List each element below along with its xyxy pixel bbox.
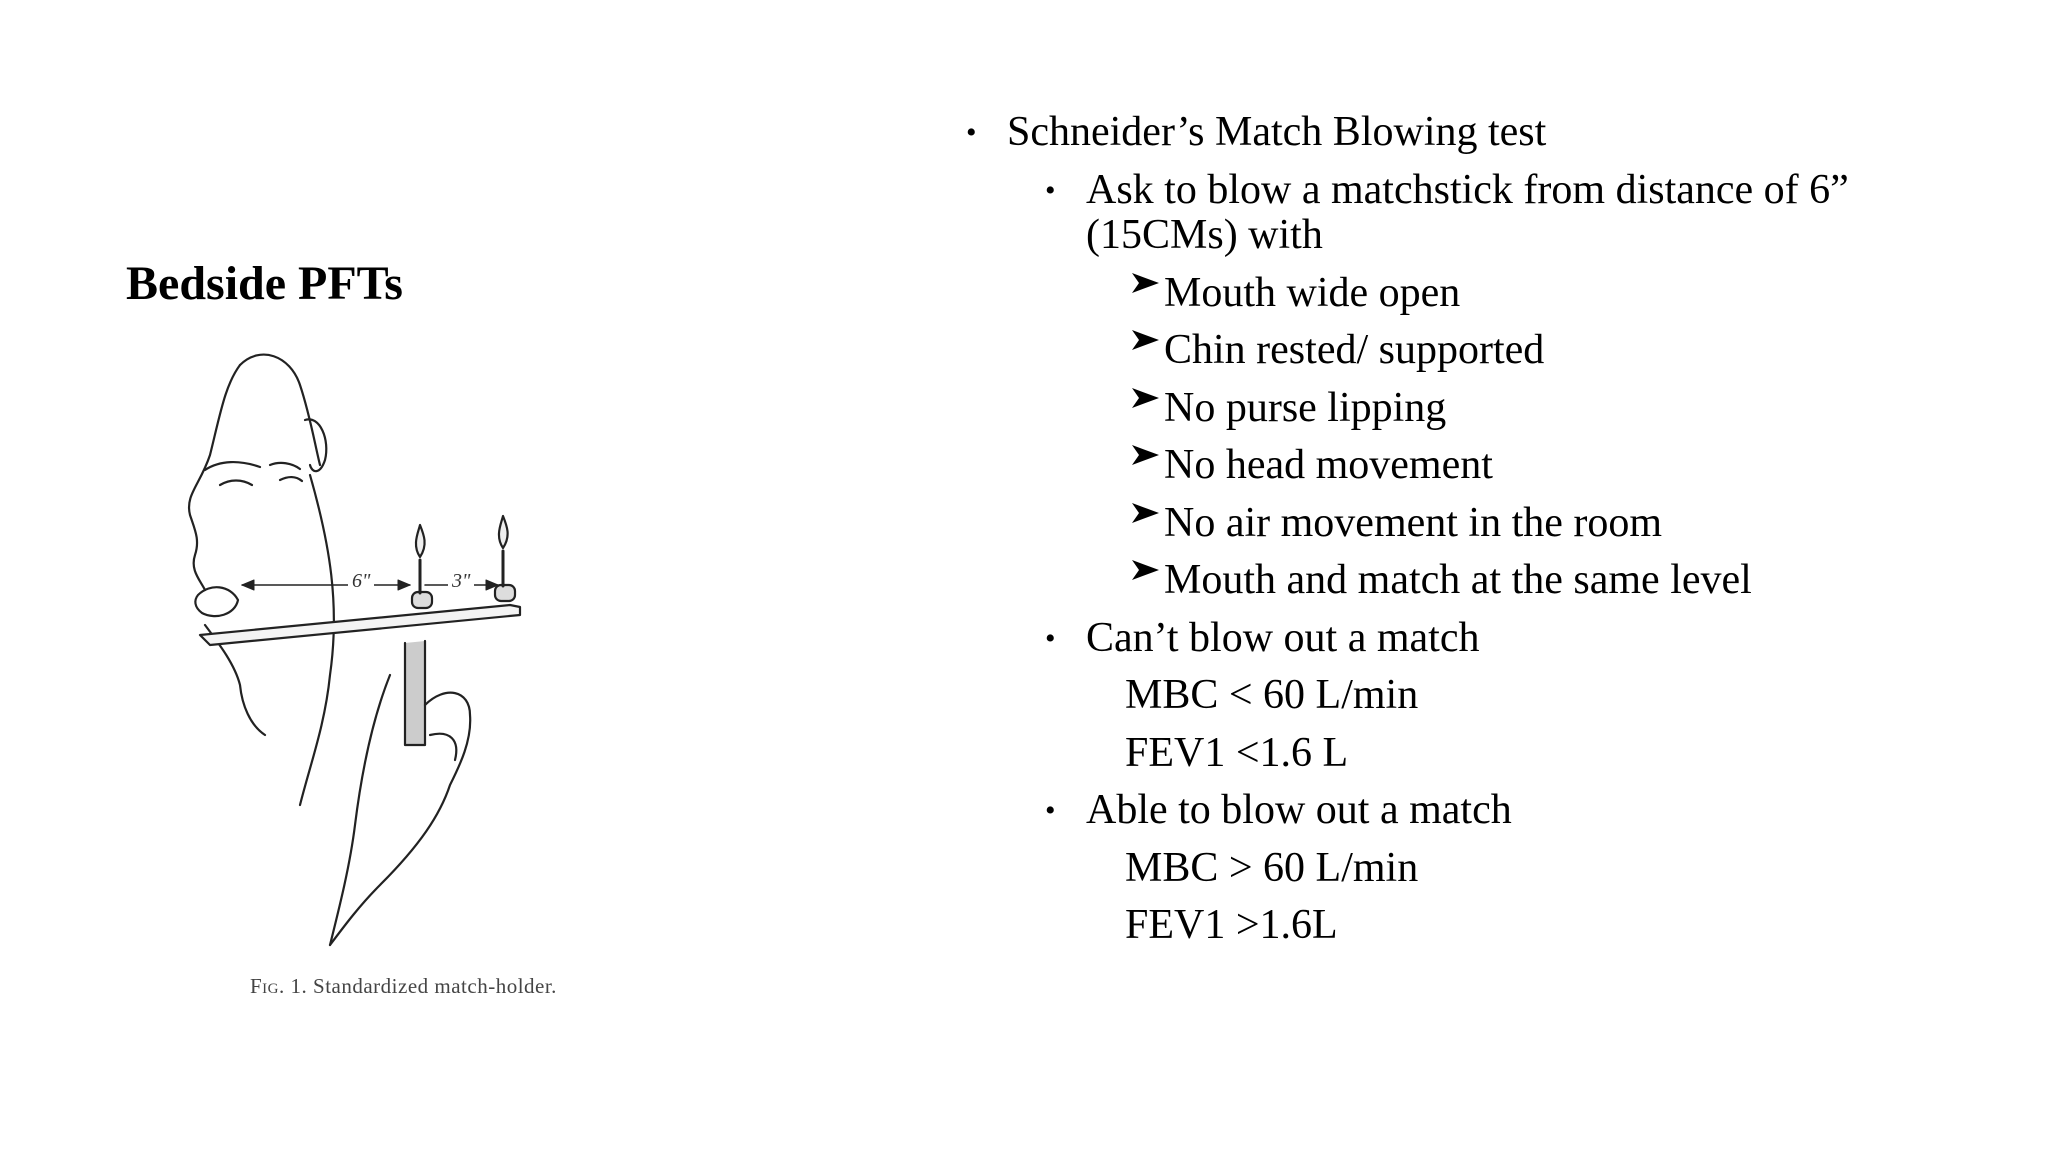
list-item-instruction: • Ask to blow a matchstick from distance of 6” <box>960 162 2000 220</box>
flame-2 <box>499 516 508 548</box>
condition-item: No purse lipping <box>960 380 2000 438</box>
eye <box>220 481 252 486</box>
able-blow-mbc: MBC > 60 L/min <box>1125 844 1419 891</box>
arrowhead-icon <box>1129 267 1163 307</box>
neck-line <box>300 475 334 805</box>
able-blow-fev1: FEV1 >1.6L <box>1125 902 1338 948</box>
slide-title: Bedside PFTs <box>126 257 403 310</box>
condition-item: No air movement in the room <box>960 495 2000 553</box>
bullet-icon: • <box>1045 621 1056 655</box>
holder-handle <box>405 641 425 745</box>
match-holder-drawing <box>180 345 700 965</box>
list-item-instruction-continued: (15CMs) with <box>1086 212 1323 258</box>
bullet-icon: • <box>1045 173 1056 207</box>
match-clip-1 <box>412 592 432 608</box>
arrowhead-icon <box>1129 324 1163 364</box>
arrowhead-icon <box>1129 554 1163 594</box>
bullet-icon: • <box>966 116 977 149</box>
content-list <box>960 104 2000 955</box>
figure-caption-prefix: Fig. 1. <box>250 974 308 998</box>
label-3-inch: 3" <box>448 570 474 593</box>
figure-caption <box>250 974 557 999</box>
cannot-blow-mbc: MBC < 60 L/min <box>1125 672 1419 718</box>
match-holder-illustration <box>180 345 700 1010</box>
match-clip-2 <box>495 585 515 601</box>
arrowhead-icon <box>1129 497 1163 537</box>
eyebrow <box>205 462 260 470</box>
bullet-icon: • <box>1045 794 1056 827</box>
list-item-cannot-blow: • Can’t blow out a match <box>960 610 2000 668</box>
hand-outline <box>330 675 390 945</box>
arrowhead-icon <box>1129 439 1163 479</box>
match-board <box>200 605 520 645</box>
open-mouth <box>195 587 238 616</box>
condition-item: Mouth and match at the same level <box>960 552 2000 610</box>
condition-item: No head movement <box>960 437 2000 495</box>
figure-caption-text: Standardized match-holder. <box>313 974 557 998</box>
cannot-blow-fev1: FEV1 <1.6 L <box>1125 729 1349 776</box>
label-6-inch: 6" <box>348 570 374 593</box>
flame-1 <box>416 525 425 557</box>
condition-item: Chin rested/ supported <box>960 322 2000 380</box>
head-back-outline <box>240 355 320 465</box>
arrowhead-icon <box>1129 382 1163 422</box>
list-item-able-to-blow: • Able to blow out a match <box>960 782 2000 840</box>
list-item-main: • Schneider’s Match Blowing test <box>960 104 2000 162</box>
condition-item: Mouth wide open <box>960 265 2000 323</box>
face-profile <box>189 365 240 590</box>
